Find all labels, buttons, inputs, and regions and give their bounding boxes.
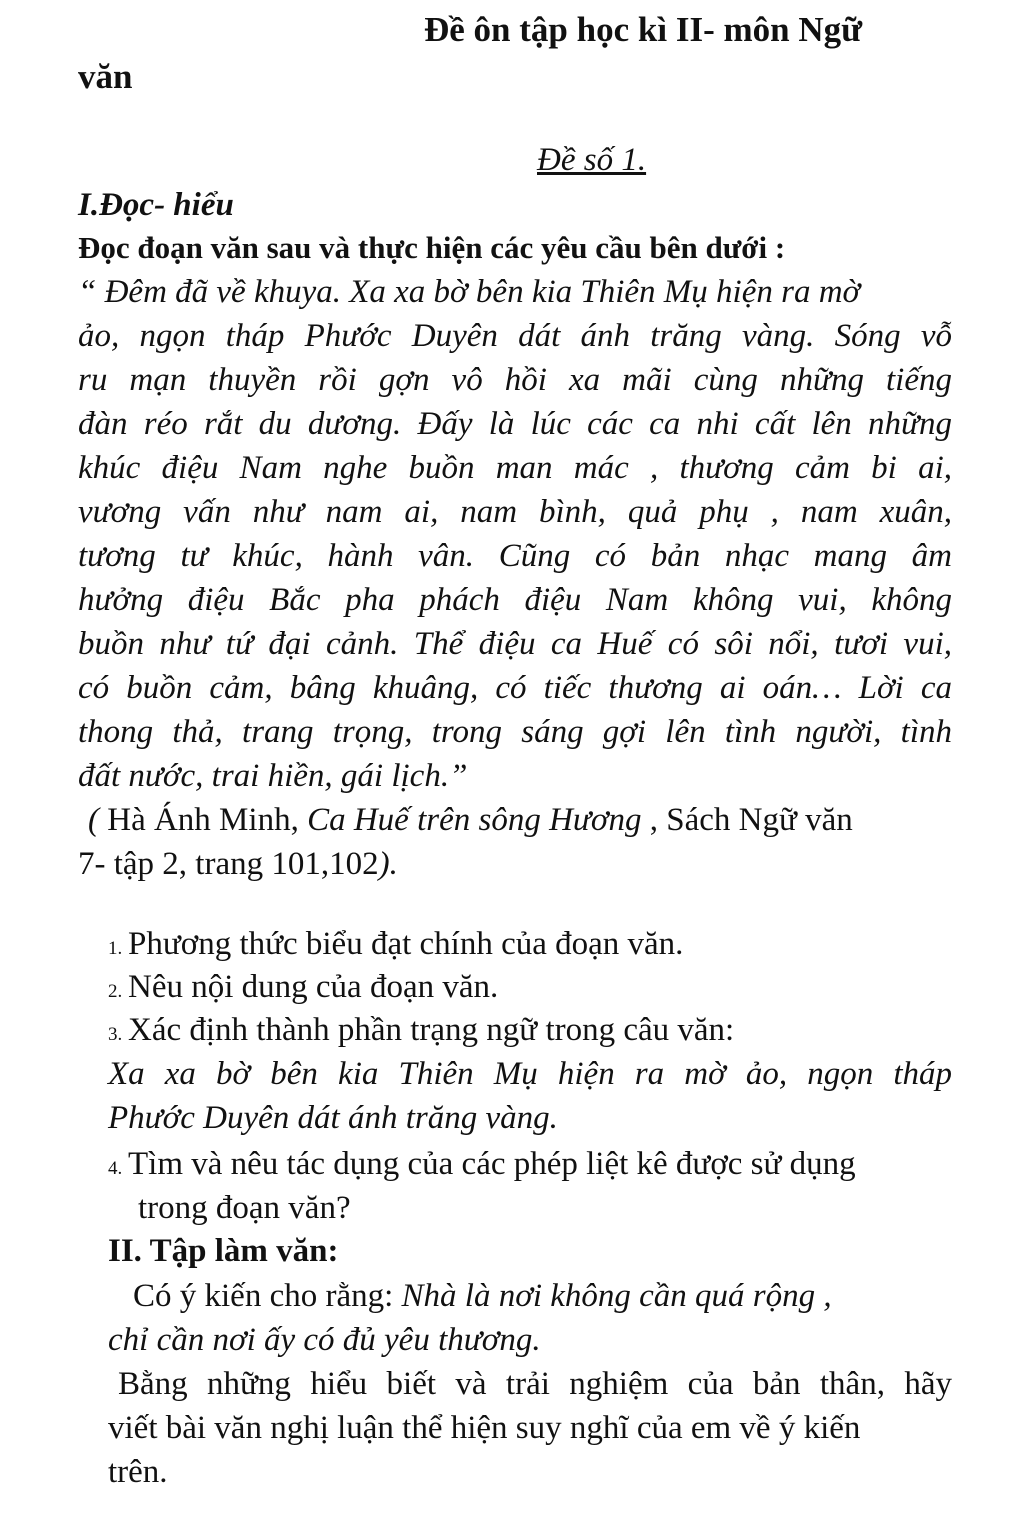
writing-task-line: trên.	[108, 1454, 168, 1490]
passage-line: có buồn cảm, bâng khuâng, có tiếc thương ai oán… Lời ca	[78, 670, 952, 706]
question-number: 3.	[108, 1024, 123, 1045]
passage-line: đàn réo rắt du dương. Đấy là lúc các ca nhi cất lên những	[78, 406, 952, 442]
passage-line: đất nước, trai hiền, gái lịch.”	[78, 758, 468, 794]
question-text: Tìm và nêu tác dụng của các phép liệt kê được sử dụng	[128, 1146, 856, 1182]
passage-line: ru mạn thuyền rồi gợn vô hồi xa mãi cùng những tiếng	[78, 362, 952, 398]
source-book: , Sách Ngữ văn	[641, 802, 853, 838]
passage-line: tương tư khúc, hành vân. Cũng có bản nhạc mang âm	[78, 538, 952, 574]
passage-line: vương vấn như nam ai, nam bình, quả phụ , nam xuân,	[78, 494, 952, 530]
passage-line: thong thả, trang trọng, trong sáng gợi lên tình người, tình	[78, 714, 952, 750]
document-title-continuation: văn	[78, 57, 133, 96]
passage-line: hưởng điệu Bắc pha phách điệu Nam không vui, không	[78, 582, 952, 618]
writing-task-line: viết bài văn nghị luận thể hiện suy nghĩ của em về ý kiến	[108, 1410, 861, 1446]
question-item	[108, 1144, 856, 1189]
question-item	[108, 924, 683, 969]
writing-prompt-quote-continuation: chỉ cần nơi ấy có đủ yêu thương.	[108, 1322, 541, 1358]
passage-source	[88, 800, 853, 840]
question-number: 4.	[108, 1158, 123, 1179]
source-author: Hà Ánh Minh,	[99, 802, 308, 838]
question-item	[108, 1010, 734, 1055]
question-text: Phương thức biểu đạt chính của đoạn văn.	[128, 926, 684, 962]
section-writing-heading: II. Tập làm văn:	[108, 1233, 339, 1269]
passage-line: buồn như tứ đại cảnh. Thể điệu ca Huế có sôi nổi, tươi vui,	[78, 626, 952, 662]
question-item	[108, 967, 498, 1012]
exam-number: Đề số 1.	[537, 142, 647, 178]
question-text: Xác định thành phần trạng ngữ trong câu văn:	[128, 1012, 735, 1048]
writing-prompt-quote: Nhà là nơi không cần quá rộng ,	[401, 1278, 832, 1314]
passage-line: khúc điệu Nam nghe buồn man mác , thương cảm bi ai,	[78, 450, 952, 486]
document-title: Đề ôn tập học kì II- môn Ngữ	[424, 10, 863, 49]
passage-source-line2	[78, 844, 398, 884]
question-3-quote-line: Xa xa bờ bên kia Thiên Mụ hiện ra mờ ảo, ngọn tháp	[108, 1056, 952, 1092]
source-page-ref: 7- tập 2, trang 101,102	[78, 846, 379, 882]
section-reading-heading: I.Đọc- hiểu	[78, 187, 234, 223]
source-close-paren: ).	[378, 846, 398, 882]
question-text: Nêu nội dung của đoạn văn.	[128, 969, 499, 1005]
question-number: 2.	[108, 981, 123, 1002]
writing-task-line: Bằng những hiểu biết và trải nghiệm của bản thân, hãy	[118, 1366, 952, 1402]
question-4-continuation: trong đoạn văn?	[138, 1190, 351, 1226]
source-open-paren: (	[88, 802, 99, 838]
passage-line: “ Đêm đã về khuya. Xa xa bờ bên kia Thiên Mụ hiện ra mờ	[78, 274, 861, 310]
passage-line: ảo, ngọn tháp Phước Duyên dát ánh trăng vàng. Sóng vỗ	[78, 318, 952, 354]
writing-prompt-line	[133, 1276, 832, 1316]
writing-prompt-intro: Có ý kiến cho rằng:	[133, 1278, 402, 1314]
question-3-quote-line: Phước Duyên dát ánh trăng vàng.	[108, 1100, 558, 1136]
reading-instruction: Đọc đoạn văn sau và thực hiện các yêu cầu bên dưới :	[78, 230, 786, 265]
question-number: 1.	[108, 938, 123, 959]
source-work-title: Ca Huế trên sông Hương	[307, 802, 642, 838]
